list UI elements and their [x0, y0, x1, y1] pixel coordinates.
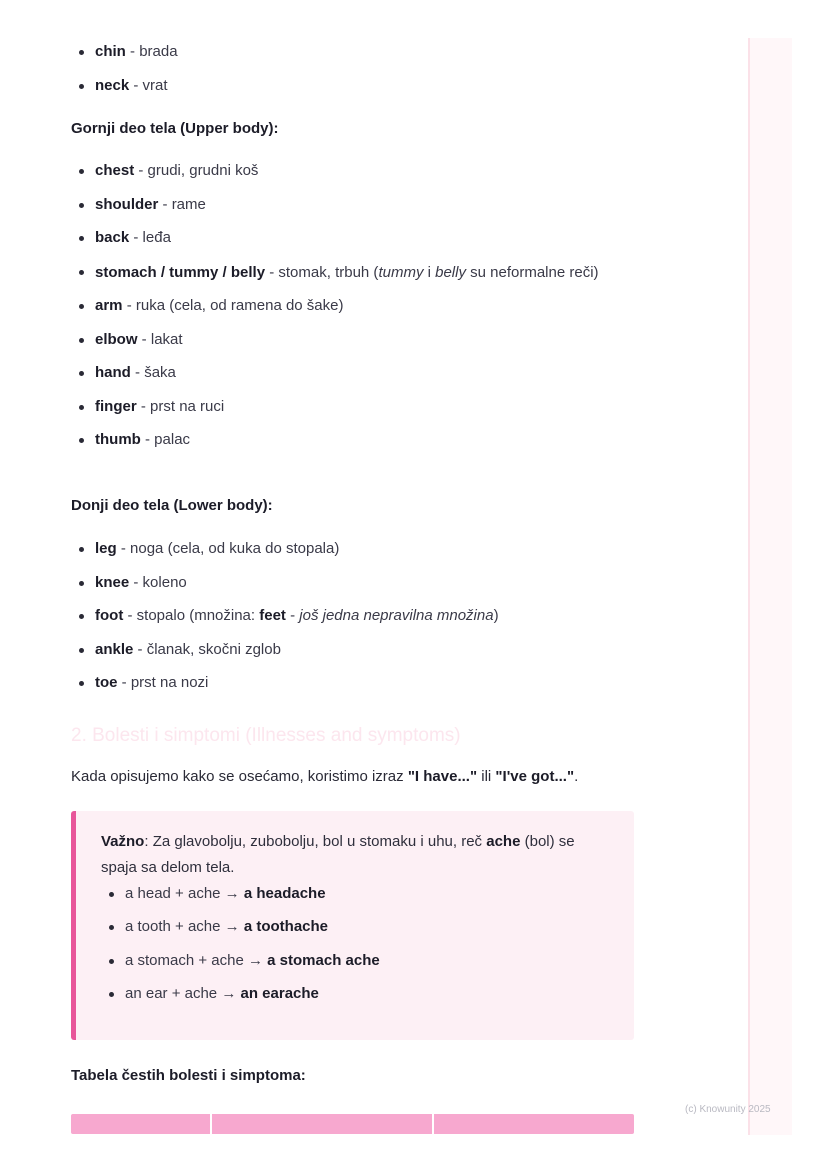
section-heading: 2. Bolesti i simptomi (Illnesses and symptoms) [71, 725, 461, 746]
list-item: arm - ruka (cela, od ramena do šake) [71, 294, 634, 318]
list-item: foot - stopalo (množina: feet - još jedna nepravilna množina) [71, 604, 634, 628]
note-list [101, 882, 614, 1006]
list-item: hand - šaka [71, 361, 634, 385]
list-item: ankle - članak, skočni zglob [71, 638, 634, 662]
head-list [71, 40, 634, 107]
list-item: stomach / tummy / belly - stomak, trbuh (tummy i belly su neformalne reči) [71, 260, 634, 285]
list-item: leg - noga (cela, od kuka do stopala) [71, 537, 634, 561]
list-item: chin - brada [71, 40, 634, 64]
list-item: neck - vrat [71, 74, 634, 98]
lower-body-heading: Donji deo tela (Lower body): [71, 497, 273, 514]
list-item: back - leđa [71, 226, 634, 250]
upper-body-list [71, 159, 634, 462]
table-header-cell [71, 1114, 210, 1134]
list-item: a stomach + ache → a stomach ache [101, 949, 614, 973]
side-margin-strip [748, 38, 792, 1135]
list-item: elbow - lakat [71, 328, 634, 352]
list-item: knee - koleno [71, 571, 634, 595]
important-note-box [71, 811, 634, 1040]
list-item: chest - grudi, grudni koš [71, 159, 634, 183]
list-item: a tooth + ache → a toothache [101, 915, 614, 939]
table-title: Tabela čestih bolesti i simptoma: [71, 1067, 306, 1084]
table-header-row [71, 1114, 634, 1134]
list-item: a head + ache → a headache [101, 882, 614, 906]
intro-paragraph: Kada opisujemo kako se osećamo, koristimo izraz "I have..." ili "I've got...". [71, 768, 579, 785]
table-header-cell [434, 1114, 634, 1134]
table-header-cell [212, 1114, 432, 1134]
list-item: toe - prst na nozi [71, 671, 634, 695]
list-item: finger - prst na ruci [71, 395, 634, 419]
lower-body-list [71, 537, 634, 705]
list-item: shoulder - rame [71, 193, 634, 217]
upper-body-heading: Gornji deo tela (Upper body): [71, 120, 279, 137]
list-item: an ear + ache → an earache [101, 982, 614, 1006]
note-text: Važno: Za glavobolju, zubobolju, bol u stomaku i uhu, reč ache (bol) se spaja sa delom tela. [101, 833, 575, 876]
list-item: thumb - palac [71, 428, 634, 452]
copyright-footer: (c) Knowunity 2025 [685, 1104, 771, 1115]
